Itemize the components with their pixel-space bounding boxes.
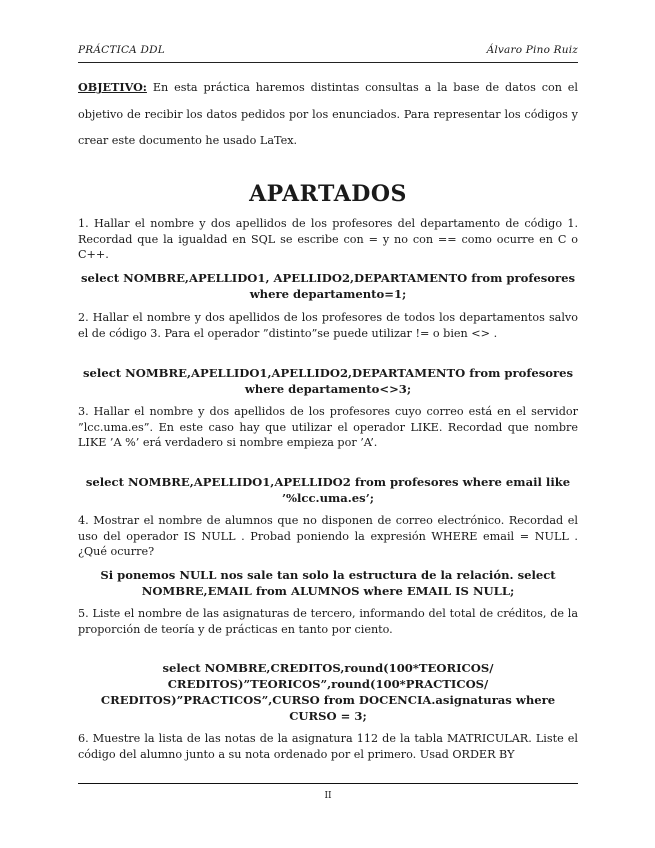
question-1: 1. Hallar el nombre y dos apellidos de los profesores del departamento de código 1. Recordad que la igualdad en SQL se escribe con = y no con == como ocurre en C o C++.: [78, 217, 578, 261]
answer-5: select NOMBRE,CREDITOS,round(100*TEORICOS/ CREDITOS)”TEORICOS”,round(100*PRACTICOS/ CREDITOS)”PRACTICOS”,CURSO from DOCENCIA.asignaturas where CURSO = 3;: [100, 661, 556, 723]
section-title: APARTADOS: [249, 181, 407, 207]
question-4: 4. Mostrar el nombre de alumnos que no disponen de correo electrónico. Recordad el uso del operador IS NULL . Probad poniendo la expresión WHERE email = NULL . ¿Qué ocurre?: [78, 514, 578, 558]
objective-label: OBJETIVO:: [78, 80, 147, 94]
answer-3: select NOMBRE,APELLIDO1,APELLIDO2 from profesores where email like ’%lcc.uma.es’;: [85, 475, 571, 505]
header-rule: [78, 62, 578, 63]
footer-rule: [78, 783, 578, 784]
question-5: 5. Liste el nombre de las asignaturas de tercero, informando del total de créditos, de la proporción de teoría y de prácticas en tanto por ciento.: [78, 607, 578, 636]
answer-1: select NOMBRE,APELLIDO1, APELLIDO2,DEPARTAMENTO from profesores where departamento=1;: [80, 271, 575, 301]
objective-paragraph: [78, 74, 578, 155]
page-number: II: [324, 791, 332, 801]
question-3: 3. Hallar el nombre y dos apellidos de los profesores cuyo correo está en el servidor ”lcc.uma.es”. En este caso hay que utilizar el operador LIKE. Recordad que nombre LIKE ’A %’ erá verdadero si nombre empieza por ’A’.: [78, 405, 578, 449]
running-header-title: PRÁCTICA DDL: [78, 44, 165, 56]
answer-4: Si ponemos NULL nos sale tan solo la estructura de la relación. select NOMBRE,EMAIL from ALUMNOS where EMAIL IS NULL;: [100, 568, 556, 598]
running-header-author: Álvaro Pino Ruiz: [486, 44, 578, 56]
answer-2: select NOMBRE,APELLIDO1,APELLIDO2,DEPARTAMENTO from profesores where departamento<>3;: [83, 366, 573, 396]
question-2: 2. Hallar el nombre y dos apellidos de los profesores de todos los departamentos salvo el de código 3. Para el operador ”distinto”se puede utilizar != o bien <> .: [78, 311, 578, 340]
question-6: 6. Muestre la lista de las notas de la asignatura 112 de la tabla MATRICULAR. Liste el código del alumno junto a su nota ordenado por el primero. Usad ORDER BY: [78, 732, 578, 761]
objective-text: En esta práctica haremos distintas consultas a la base de datos con el objetivo de recibir los datos pedidos por los enunciados. Para representar los códigos y crear este documento he usado LaTex.: [78, 81, 578, 147]
